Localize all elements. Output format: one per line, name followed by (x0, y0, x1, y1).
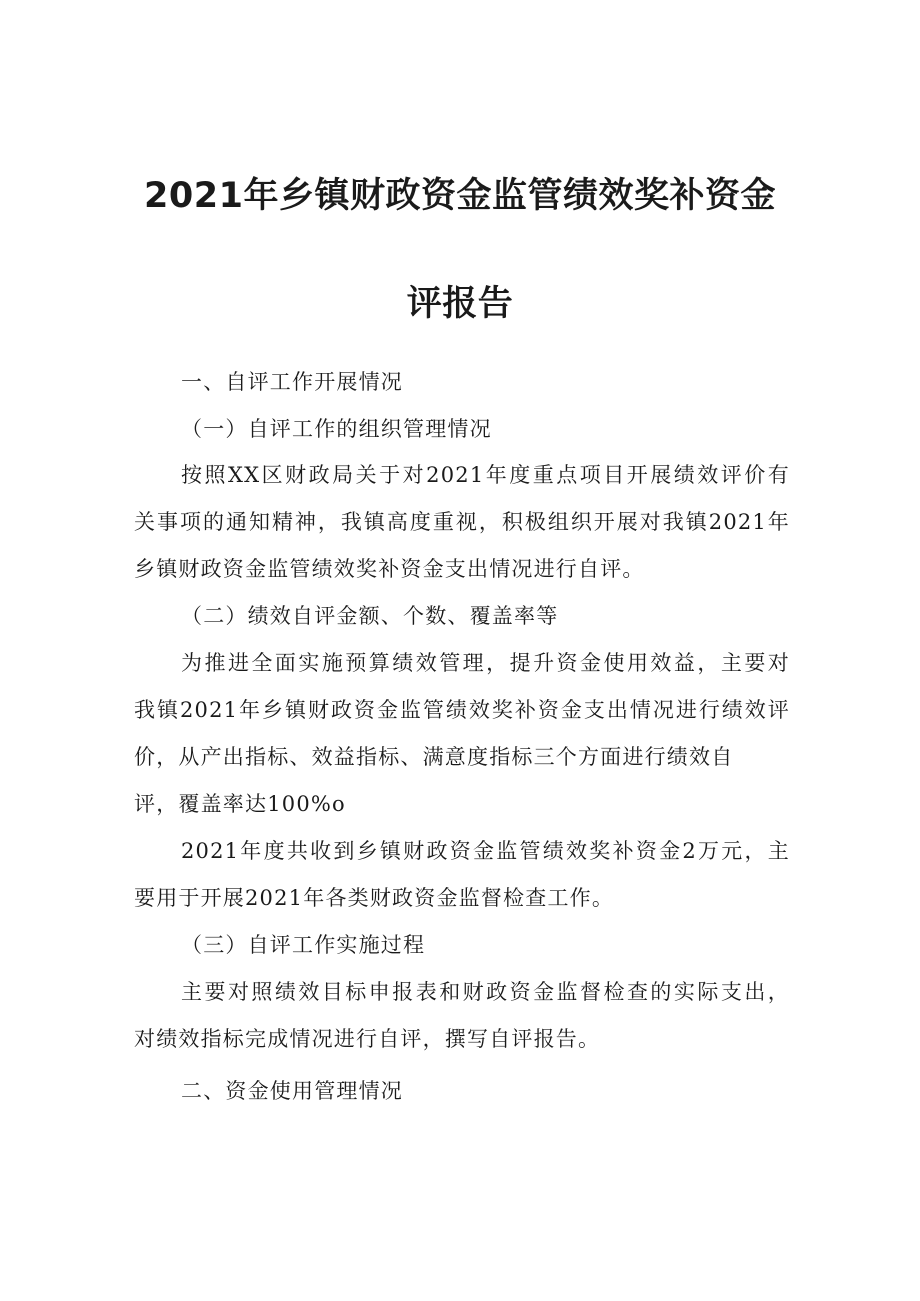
section-heading-2: 二、资金使用管理情况 (181, 1079, 403, 1103)
subsection-heading-1: （一）自评工作的组织管理情况 (181, 417, 492, 441)
document-title-line-1: 2021年乡镇财政资金监管绩效奖补资金 (144, 176, 776, 216)
paragraph-1-line-2: 关事项的通知精神，我镇高度重视，积极组织开展对我镇2021年 (134, 510, 790, 534)
paragraph-2-line-1: 为推进全面实施预算绩效管理，提升资金使用效益，主要对 (181, 651, 790, 675)
subsection-heading-2: （二）绩效自评金额、个数、覆盖率等 (181, 604, 559, 628)
paragraph-2-line-3: 价，从产出指标、效益指标、满意度指标三个方面进行绩效自 (134, 745, 734, 769)
paragraph-3-line-1: 2021年度共收到乡镇财政资金监管绩效奖补资金2万元，主 (181, 839, 790, 863)
paragraph-2-line-2: 我镇2021年乡镇财政资金监管绩效奖补资金支出情况进行绩效评 (134, 698, 790, 722)
paragraph-2-line-4: 评，覆盖率达100%o (134, 792, 346, 816)
subsection-heading-3: （三）自评工作实施过程 (181, 933, 426, 957)
paragraph-3-line-2: 要用于开展2021年各类财政资金监督检查工作。 (134, 886, 615, 910)
paragraph-4-line-1: 主要对照绩效目标申报表和财政资金监督检查的实际支出， (181, 980, 790, 1004)
paragraph-1-line-3: 乡镇财政资金监管绩效奖补资金支出情况进行自评。 (134, 557, 645, 581)
section-heading-1: 一、自评工作开展情况 (181, 370, 403, 394)
document-title-line-2: 评报告 (406, 284, 514, 324)
paragraph-4-line-2: 对绩效指标完成情况进行自评，撰写自评报告。 (134, 1027, 601, 1051)
paragraph-1-line-1: 按照XX区财政局关于对2021年度重点项目开展绩效评价有 (181, 463, 790, 487)
